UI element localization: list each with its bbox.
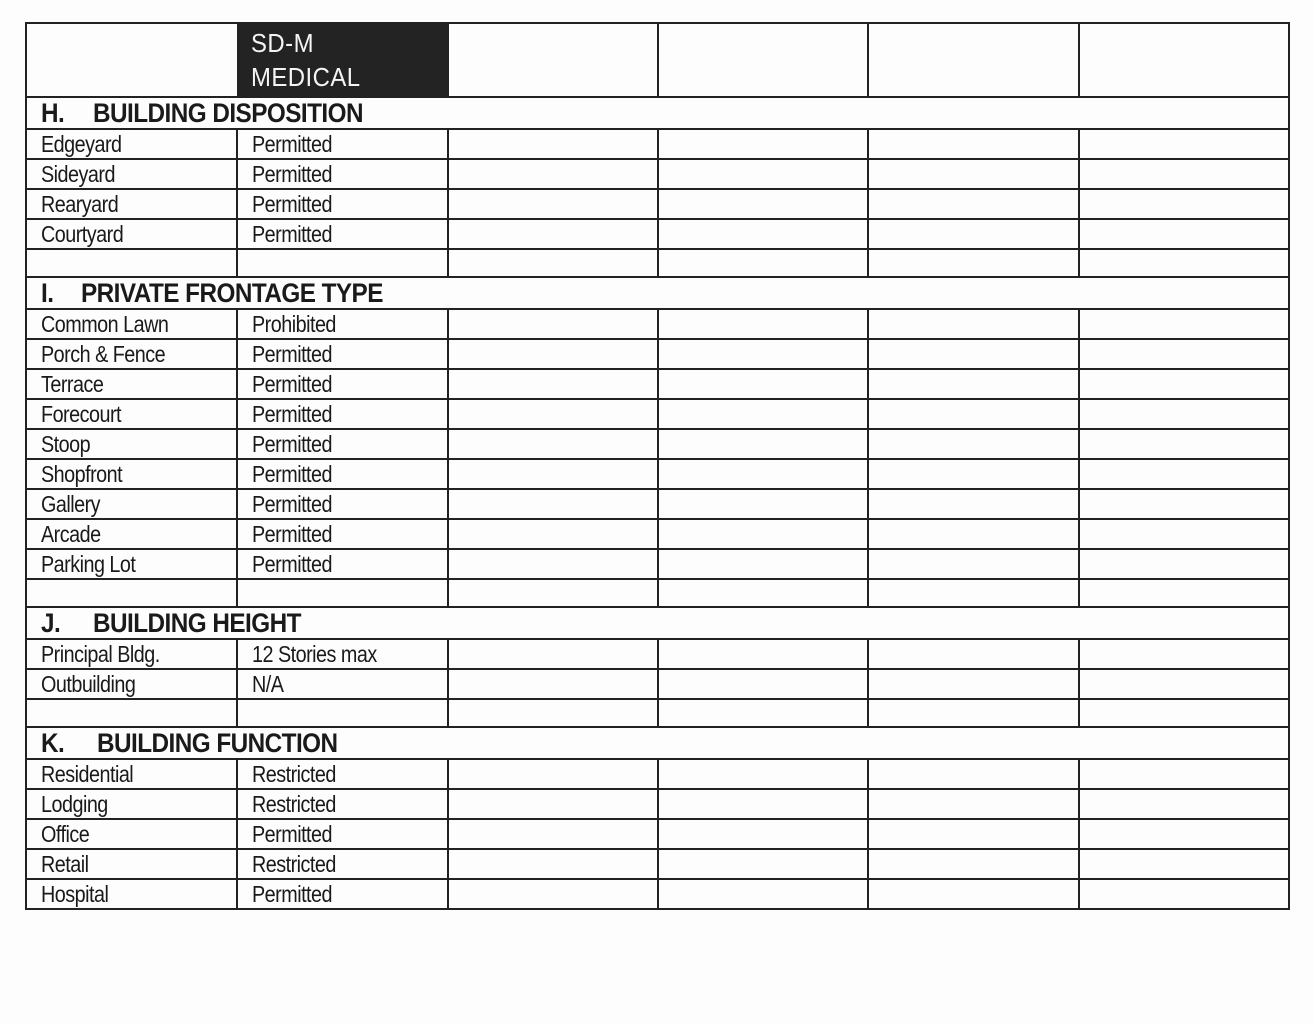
empty-cell (237, 699, 448, 727)
section-i-header (26, 277, 1289, 309)
section-letter: J. (41, 608, 61, 638)
row-value-cell (237, 519, 448, 549)
section-title-cell (26, 277, 1289, 309)
row-label: Shopfront (41, 461, 123, 487)
spacer-row (26, 249, 1289, 277)
empty-cell (868, 309, 1079, 339)
empty-cell (1079, 219, 1289, 249)
row-label-cell (26, 639, 237, 669)
section-letter: K. (41, 728, 65, 758)
table-row (26, 159, 1289, 189)
row-value: Permitted (252, 881, 333, 907)
row-value: Permitted (252, 551, 333, 577)
empty-cell (658, 399, 868, 429)
table-row (26, 549, 1289, 579)
empty-cell (658, 699, 868, 727)
zone-name: MEDICAL (251, 62, 361, 92)
empty-cell (868, 129, 1079, 159)
empty-cell (868, 459, 1079, 489)
section-title: BUILDING FUNCTION (97, 728, 338, 758)
row-value: Restricted (252, 761, 336, 787)
empty-cell (1079, 249, 1289, 277)
empty-cell (868, 759, 1079, 789)
section-h-header (26, 97, 1289, 129)
empty-cell (868, 189, 1079, 219)
empty-cell (26, 249, 237, 277)
empty-cell (448, 489, 658, 519)
row-value-cell (237, 849, 448, 879)
row-label: Porch & Fence (41, 341, 166, 367)
table-row (26, 879, 1289, 909)
row-value-cell (237, 159, 448, 189)
empty-cell (448, 879, 658, 909)
row-label: Terrace (41, 371, 104, 397)
row-label: Office (41, 821, 90, 847)
row-value-cell (237, 339, 448, 369)
empty-cell (448, 159, 658, 189)
empty-cell (448, 639, 658, 669)
row-label-cell (26, 189, 237, 219)
empty-cell (1079, 879, 1289, 909)
empty-cell (658, 759, 868, 789)
header-empty-cell (448, 23, 658, 97)
empty-cell (658, 789, 868, 819)
table-row (26, 399, 1289, 429)
row-value: 12 Stories max (252, 641, 377, 667)
empty-cell (868, 879, 1079, 909)
header-empty-cell (1079, 23, 1289, 97)
section-title: PRIVATE FRONTAGE TYPE (81, 278, 383, 308)
section-title-cell (26, 727, 1289, 759)
empty-cell (868, 369, 1079, 399)
empty-cell (448, 339, 658, 369)
header-blank-cell (26, 23, 237, 97)
table-row (26, 519, 1289, 549)
empty-cell (448, 669, 658, 699)
row-label: Rearyard (41, 191, 119, 217)
empty-cell (448, 129, 658, 159)
row-value: N/A (252, 671, 284, 697)
row-value-cell (237, 879, 448, 909)
row-value-cell (237, 219, 448, 249)
row-label-cell (26, 489, 237, 519)
empty-cell (448, 549, 658, 579)
table-row (26, 339, 1289, 369)
empty-cell (448, 219, 658, 249)
header-empty-cell (658, 23, 868, 97)
row-value: Restricted (252, 851, 336, 877)
section-k-header (26, 727, 1289, 759)
row-label-cell (26, 789, 237, 819)
row-label: Residential (41, 761, 134, 787)
row-value-cell (237, 489, 448, 519)
row-value-cell (237, 129, 448, 159)
empty-cell (658, 219, 868, 249)
empty-cell (658, 849, 868, 879)
row-label-cell (26, 159, 237, 189)
empty-cell (448, 249, 658, 277)
row-label-cell (26, 309, 237, 339)
empty-cell (448, 189, 658, 219)
empty-cell (868, 789, 1079, 819)
row-value: Permitted (252, 821, 333, 847)
empty-cell (658, 159, 868, 189)
empty-cell (1079, 789, 1289, 819)
table-row (26, 639, 1289, 669)
empty-cell (448, 789, 658, 819)
row-label: Sideyard (41, 161, 115, 187)
empty-cell (237, 579, 448, 607)
row-label-cell (26, 459, 237, 489)
row-value: Permitted (252, 221, 333, 247)
row-value: Permitted (252, 461, 333, 487)
table-row (26, 309, 1289, 339)
empty-cell (448, 459, 658, 489)
empty-cell (658, 639, 868, 669)
row-value: Permitted (252, 521, 333, 547)
row-value: Prohibited (252, 311, 336, 337)
row-label-cell (26, 669, 237, 699)
row-label: Courtyard (41, 221, 124, 247)
row-value-cell (237, 189, 448, 219)
empty-cell (1079, 309, 1289, 339)
row-value: Permitted (252, 401, 333, 427)
row-value-cell (237, 309, 448, 339)
empty-cell (658, 549, 868, 579)
header-row (26, 23, 1289, 97)
empty-cell (658, 249, 868, 277)
section-j-header (26, 607, 1289, 639)
empty-cell (868, 579, 1079, 607)
empty-cell (1079, 549, 1289, 579)
empty-cell (658, 879, 868, 909)
row-value-cell (237, 399, 448, 429)
spacer-row (26, 699, 1289, 727)
row-label-cell (26, 879, 237, 909)
empty-cell (1079, 429, 1289, 459)
row-label-cell (26, 759, 237, 789)
empty-cell (1079, 849, 1289, 879)
empty-cell (448, 819, 658, 849)
empty-cell (868, 339, 1079, 369)
empty-cell (658, 669, 868, 699)
empty-cell (1079, 819, 1289, 849)
zone-code: SD-M (251, 28, 314, 58)
row-label: Forecourt (41, 401, 122, 427)
spacer-row (26, 579, 1289, 607)
section-letter: H. (41, 98, 65, 128)
section-title-cell (26, 97, 1289, 129)
row-value: Permitted (252, 161, 333, 187)
row-label: Arcade (41, 521, 101, 547)
row-label: Gallery (41, 491, 101, 517)
row-value: Permitted (252, 341, 333, 367)
row-value: Permitted (252, 491, 333, 517)
row-label-cell (26, 549, 237, 579)
empty-cell (868, 489, 1079, 519)
empty-cell (1079, 759, 1289, 789)
row-value-cell (237, 549, 448, 579)
empty-cell (658, 459, 868, 489)
row-value-cell (237, 759, 448, 789)
row-label: Principal Bldg. (41, 641, 160, 667)
table-row (26, 369, 1289, 399)
table-row (26, 429, 1289, 459)
row-value: Permitted (252, 371, 333, 397)
row-label: Common Lawn (41, 311, 169, 337)
row-label-cell (26, 129, 237, 159)
table-row (26, 789, 1289, 819)
header-empty-cell (868, 23, 1079, 97)
empty-cell (868, 249, 1079, 277)
row-label-cell (26, 519, 237, 549)
empty-cell (448, 369, 658, 399)
empty-cell (1079, 669, 1289, 699)
empty-cell (868, 699, 1079, 727)
empty-cell (868, 639, 1079, 669)
empty-cell (658, 369, 868, 399)
empty-cell (448, 519, 658, 549)
empty-cell (1079, 579, 1289, 607)
empty-cell (1079, 459, 1289, 489)
empty-cell (1079, 189, 1289, 219)
empty-cell (1079, 159, 1289, 189)
empty-cell (658, 579, 868, 607)
table-row (26, 489, 1289, 519)
empty-cell (1079, 489, 1289, 519)
section-title: BUILDING HEIGHT (93, 608, 301, 638)
row-label-cell (26, 399, 237, 429)
empty-cell (658, 129, 868, 159)
empty-cell (26, 579, 237, 607)
empty-cell (658, 189, 868, 219)
empty-cell (26, 699, 237, 727)
section-title: BUILDING DISPOSITION (93, 98, 364, 128)
table-row (26, 219, 1289, 249)
empty-cell (448, 309, 658, 339)
row-label: Retail (41, 851, 89, 877)
row-label-cell (26, 849, 237, 879)
row-value: Permitted (252, 131, 333, 157)
empty-cell (868, 219, 1079, 249)
row-label: Hospital (41, 881, 109, 907)
empty-cell (448, 849, 658, 879)
table-row (26, 759, 1289, 789)
empty-cell (1079, 339, 1289, 369)
row-value: Permitted (252, 431, 333, 457)
empty-cell (658, 429, 868, 459)
row-value-cell (237, 819, 448, 849)
empty-cell (1079, 369, 1289, 399)
row-label-cell (26, 819, 237, 849)
empty-cell (1079, 129, 1289, 159)
empty-cell (868, 159, 1079, 189)
empty-cell (448, 699, 658, 727)
row-value: Restricted (252, 791, 336, 817)
empty-cell (1079, 639, 1289, 669)
section-title-cell (26, 607, 1289, 639)
empty-cell (658, 339, 868, 369)
empty-cell (868, 519, 1079, 549)
empty-cell (1079, 399, 1289, 429)
empty-cell (448, 579, 658, 607)
zone-header-sd-m-medical (237, 23, 448, 97)
empty-cell (868, 819, 1079, 849)
row-value-cell (237, 639, 448, 669)
empty-cell (237, 249, 448, 277)
empty-cell (448, 759, 658, 789)
zoning-standards-table (25, 22, 1290, 910)
table-row (26, 129, 1289, 159)
row-label: Stoop (41, 431, 91, 457)
empty-cell (868, 549, 1079, 579)
row-label-cell (26, 429, 237, 459)
table-row (26, 669, 1289, 699)
table-row (26, 459, 1289, 489)
empty-cell (448, 399, 658, 429)
row-label-cell (26, 339, 237, 369)
empty-cell (448, 429, 658, 459)
empty-cell (868, 429, 1079, 459)
empty-cell (658, 489, 868, 519)
row-label-cell (26, 369, 237, 399)
empty-cell (658, 819, 868, 849)
empty-cell (868, 399, 1079, 429)
empty-cell (868, 669, 1079, 699)
row-label: Outbuilding (41, 671, 136, 697)
empty-cell (1079, 699, 1289, 727)
row-label: Edgeyard (41, 131, 122, 157)
row-value-cell (237, 429, 448, 459)
row-value: Permitted (252, 191, 333, 217)
section-letter: I. (41, 278, 54, 308)
empty-cell (658, 309, 868, 339)
row-label: Lodging (41, 791, 108, 817)
empty-cell (658, 519, 868, 549)
row-value-cell (237, 369, 448, 399)
empty-cell (868, 849, 1079, 879)
table-row (26, 819, 1289, 849)
row-label: Parking Lot (41, 551, 136, 577)
row-value-cell (237, 789, 448, 819)
table-row (26, 189, 1289, 219)
row-label-cell (26, 219, 237, 249)
empty-cell (1079, 519, 1289, 549)
table-row (26, 849, 1289, 879)
row-value-cell (237, 459, 448, 489)
row-value-cell (237, 669, 448, 699)
